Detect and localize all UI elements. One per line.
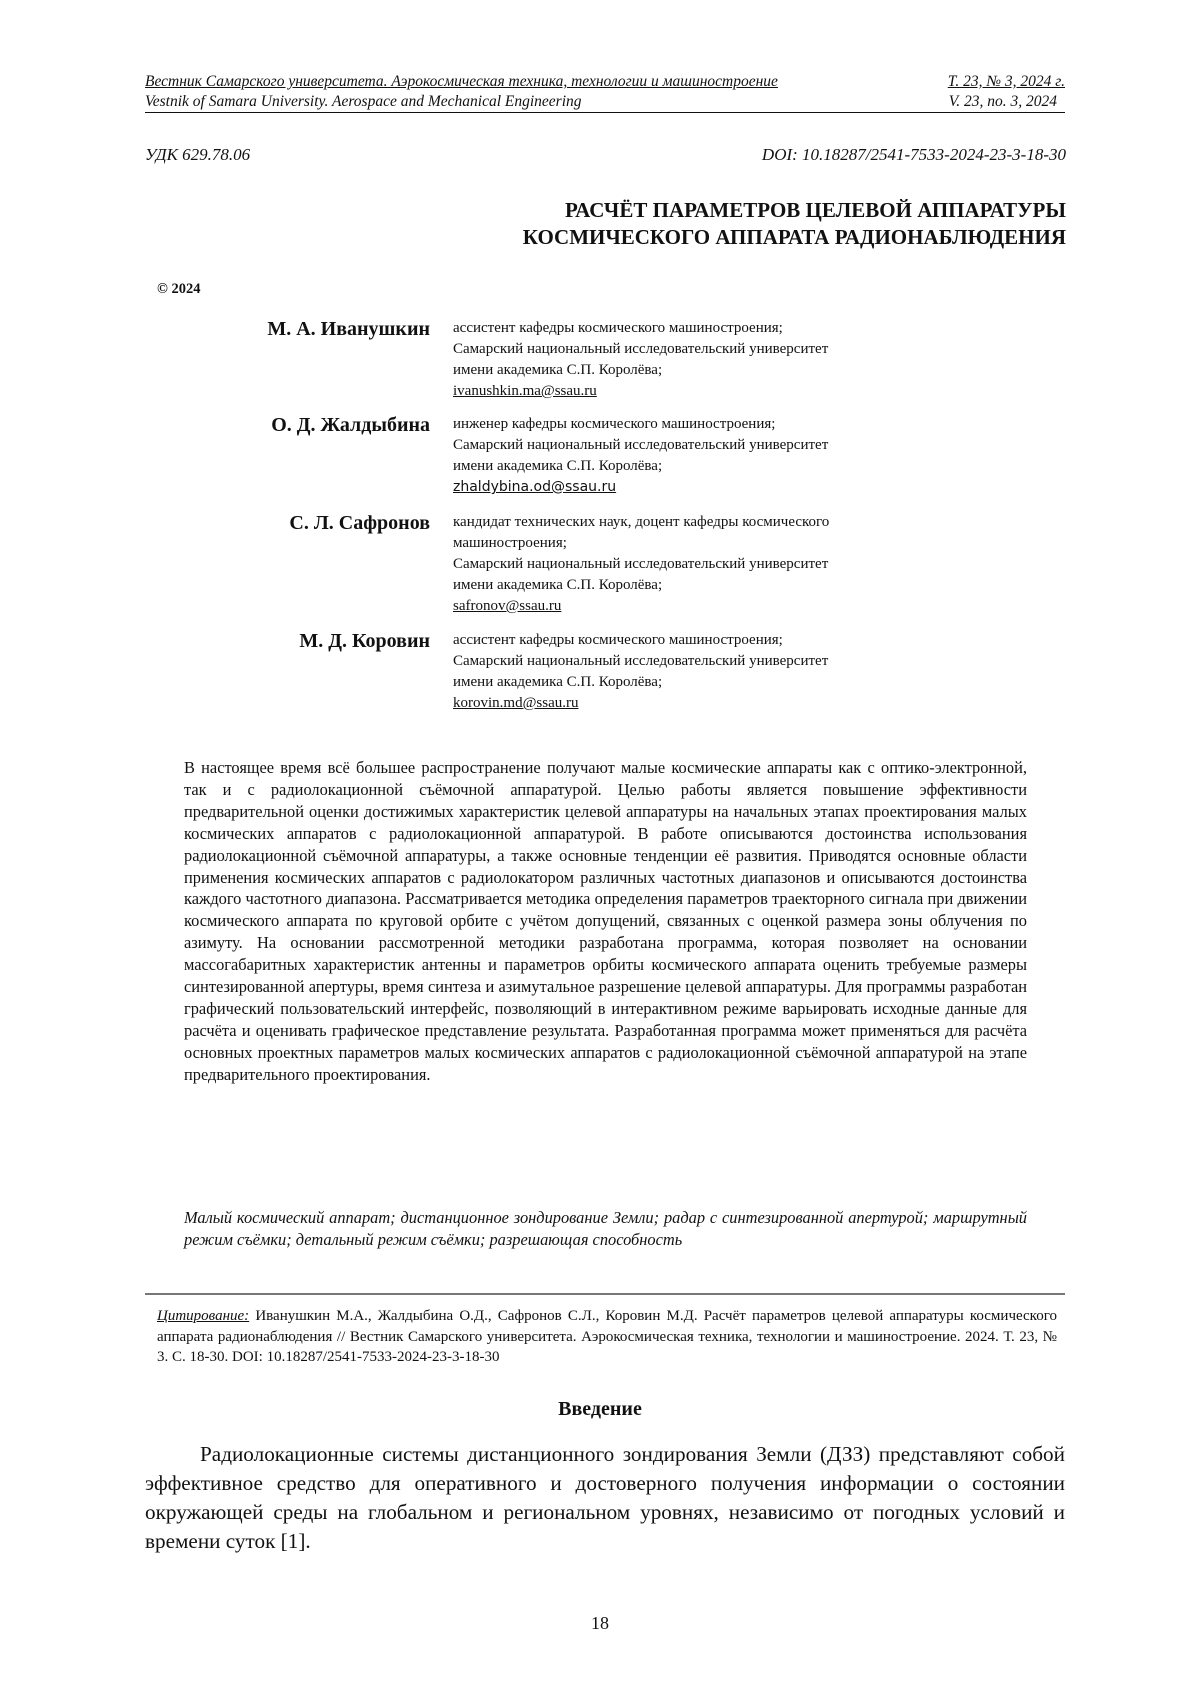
journal-issue-ru: Т. 23, № 3, 2024 г.	[947, 73, 1065, 90]
affiliation-line: имени академика С.П. Королёва;	[453, 674, 663, 690]
journal-issue-en: V. 23, no. 3, 2024	[948, 93, 1057, 110]
journal-name-ru: Вестник Самарского университета. Аэрокосмическая техника, технологии и машиностроение	[145, 73, 778, 90]
page-number: 18	[591, 1613, 609, 1633]
section-heading-introduction: Введение	[558, 1398, 642, 1420]
article-title-line-1: РАСЧЁТ ПАРАМЕТРОВ ЦЕЛЕВОЙ АППАРАТУРЫ	[565, 198, 1066, 222]
journal-header-ru	[145, 72, 1065, 92]
affiliation-line: Самарский национальный исследовательский университет	[453, 341, 829, 357]
citation-divider	[145, 1293, 1065, 1295]
author-name: С. Л. Сафронов	[289, 512, 430, 534]
affiliation-line: имени академика С.П. Королёва;	[453, 577, 663, 593]
author-name: М. А. Иванушкин	[267, 318, 430, 340]
affiliation-line: Самарский национальный исследовательский университет	[453, 653, 829, 669]
affiliation-line: инженер кафедры космического машиностроения;	[453, 416, 776, 432]
journal-header-en	[145, 92, 1065, 113]
affiliation-line: Самарский национальный исследовательский университет	[453, 437, 829, 453]
affiliation-line: ассистент кафедры космического машиностроения;	[453, 320, 783, 336]
citation-block	[157, 1306, 1057, 1368]
copyright: © 2024	[157, 281, 201, 297]
keywords: Малый космический аппарат; дистанционное зондирование Земли; радар с синтезированной апертурой; маршрутный режим съёмки; детальный режим съёмки; разрешающая способность	[184, 1208, 1027, 1249]
author-affiliation	[453, 318, 973, 402]
introduction-text: Радиолокационные системы дистанционного зондирования Земли (ДЗЗ) представляют собой эффективное средство для оперативного и достоверного получения информации о состоянии окружающей среды на глобальном и региональном уровнях, независимо от погодных условий и времени суток [1].	[145, 1442, 1065, 1553]
author-affiliation	[453, 512, 973, 617]
citation-label: Цитирование:	[157, 1308, 250, 1324]
citation-text: Иванушкин М.А., Жалдыбина О.Д., Сафронов С.Л., Коровин М.Д. Расчёт параметров целевой аппаратуры космического аппарата радионаблюдения // Вестник Самарского университета. Аэрокосмическая техника, технологии и машиностроение. 2024. Т. 23, № 3. С. 18-30. DOI: 10.18287/2541-7533-2024-23-3-18-30	[157, 1308, 1057, 1365]
affiliation-line: имени академика С.П. Королёва;	[453, 362, 663, 378]
affiliation-line: Самарский национальный исследовательский университет	[453, 556, 829, 572]
author-email-link[interactable]: ivanushkin.ma@ssau.ru	[453, 383, 597, 399]
doi: DOI: 10.18287/2541-7533-2024-23-3-18-30	[761, 145, 1066, 164]
author-email-link[interactable]: safronov@ssau.ru	[453, 598, 562, 614]
affiliation-line: ассистент кафедры космического машиностроения;	[453, 632, 783, 648]
introduction-paragraph	[145, 1440, 1065, 1556]
affiliation-line: кандидат технических наук, доцент кафедры космического	[453, 514, 830, 530]
affiliation-line: имени академика С.П. Королёва;	[453, 458, 663, 474]
journal-name-en: Vestnik of Samara University. Aerospace and Mechanical Engineering	[145, 93, 582, 110]
author-affiliation	[453, 630, 973, 714]
affiliation-line: машиностроения;	[453, 535, 567, 551]
author-affiliation	[453, 414, 973, 498]
author-name: О. Д. Жалдыбина	[271, 414, 430, 436]
udk-code: УДК 629.78.06	[145, 145, 251, 164]
author-email-link[interactable]: korovin.md@ssau.ru	[453, 695, 579, 711]
author-email-link[interactable]: zhaldybina.od@ssau.ru	[453, 479, 617, 495]
article-title-line-2: КОСМИЧЕСКОГО АППАРАТА РАДИОНАБЛЮДЕНИЯ	[522, 225, 1066, 249]
abstract: В настоящее время всё большее распространение получают малые космические аппараты как с оптико-электронной, так и с радиолокационной съёмочной аппаратурой. Целью работы является повышение эффективности предварительной оценки достижимых характеристик целевой аппаратуры на начальных этапах проектирования малых космических аппаратов с радиолокационной аппаратурой. В работе описываются достоинства использования радиолокационной съёмочной аппаратуры, а также основные тенденции её развития. Приводятся основные области применения космических аппаратов с радиолокатором различных частотных диапазонов и описываются достоинства каждого частотного диапазона. Рассматривается методика определения параметров траекторного сигнала при движении космического аппарата по круговой орбите с учётом допущений, связанных с оценкой размера зоны облучения по азимуту. На основании рассмотренной методики разработана программа, которая позволяет на основании массогабаритных характеристик антенны и параметров орбиты космического аппарата оценить требуемые размеры синтезированной апертуры, время синтеза и азимутальное разрешение целевой аппаратуры. Для программы разработан графический пользовательский интерфейс, позволяющий в интерактивном режиме варьировать исходные данные для расчёта и оценивать графическое представление результата. Разработанная программа может применяться для расчёта основных проектных параметров малых космических аппаратов с радиолокационной съёмочной аппаратурой на этапе предварительного проектирования.	[184, 758, 1027, 1084]
article-title	[266, 197, 1066, 251]
author-name: М. Д. Коровин	[299, 630, 430, 652]
